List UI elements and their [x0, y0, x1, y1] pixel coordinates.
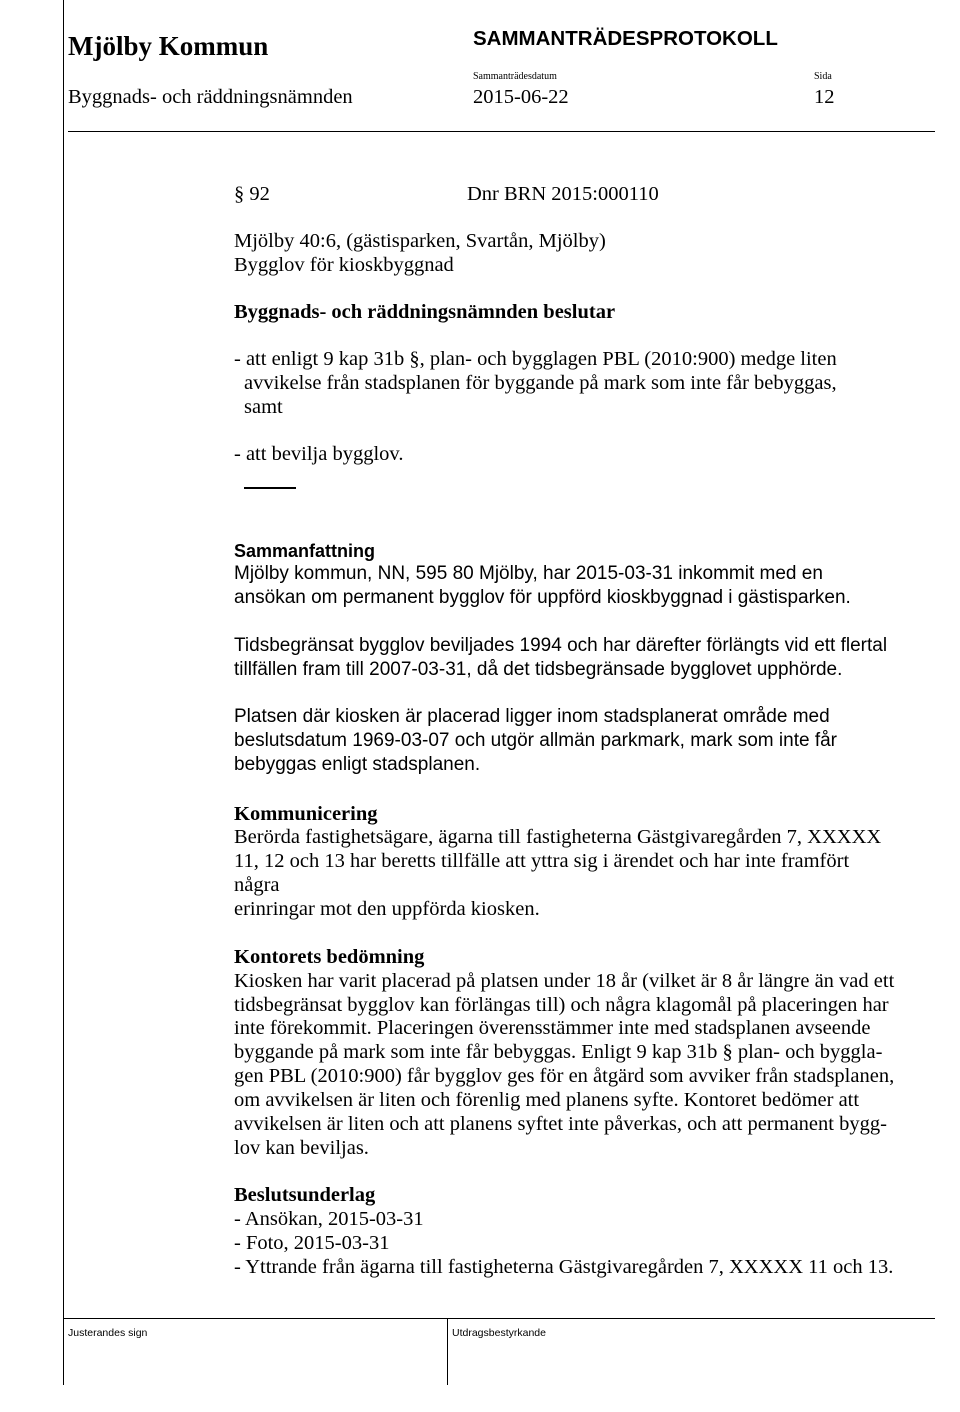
header-rule [68, 131, 935, 132]
communication-line: några [234, 874, 280, 896]
assessment-line: om avvikelsen är liten och förenlig med planens syfte. Kontoret bedömer att [234, 1089, 860, 1111]
document-type: SAMMANTRÄDESPROTOKOLL [473, 27, 778, 50]
decision-line: samt [244, 396, 283, 418]
summary-line: tillfällen fram till 2007-03-31, då det tidsbegränsade bygglovet upphörde. [234, 659, 843, 680]
communication-line: Berörda fastighetsägare, ägarna till fastigheterna Gästgivaregården 7, XXXXX [234, 826, 882, 848]
summary-line: bebyggas enligt stadsplanen. [234, 754, 481, 775]
section-number: § 92 [234, 183, 270, 205]
summary-line: ansökan om permanent bygglov för uppförd kioskbyggnad i gästisparken. [234, 587, 851, 608]
basis-item: - Foto, 2015-03-31 [234, 1232, 390, 1254]
summary-line: Mjölby kommun, NN, 595 80 Mjölby, har 2015-03-31 inkommit med en [234, 563, 823, 584]
item-title-line: Mjölby 40:6, (gästisparken, Svartån, Mjölby) [234, 230, 606, 252]
extract-certification-label: Utdragsbestyrkande [452, 1327, 546, 1339]
case-number: Dnr BRN 2015:000110 [467, 183, 659, 205]
signature-label: Justerandes sign [68, 1327, 148, 1339]
summary-line: Tidsbegränsat bygglov beviljades 1994 och har därefter förlängts vid ett flertal [234, 635, 888, 656]
footer-rule [63, 1318, 935, 1319]
basis-item: - Ansökan, 2015-03-31 [234, 1208, 424, 1230]
page-label: Sida [814, 71, 832, 82]
summary-heading: Sammanfattning [234, 541, 376, 561]
decision-line: - att enligt 9 kap 31b §, plan- och bygglagen PBL (2010:900) medge liten [234, 348, 837, 370]
footer-divider [447, 1318, 448, 1385]
communication-line: 11, 12 och 13 har beretts tillfälle att yttra sig i ärendet och har inte framfört [234, 850, 850, 872]
page-number: 12 [814, 86, 835, 108]
assessment-line: gen PBL (2010:900) får bygglov ges för en åtgärd som avviker från stadsplanen, [234, 1065, 895, 1087]
summary-line: beslutsdatum 1969-03-07 och utgör allmän parkmark, mark som inte får [234, 730, 837, 751]
communication-line: erinringar mot den uppförda kiosken. [234, 898, 540, 920]
organization-name: Mjölby Kommun [68, 31, 269, 61]
basis-heading: Beslutsunderlag [234, 1184, 376, 1206]
summary-line: Platsen där kiosken är placerad ligger inom stadsplanerat område med [234, 706, 830, 727]
meeting-date-label: Sammanträdesdatum [473, 71, 557, 82]
decision-line: avvikelse från stadsplanen för byggande på mark som inte får bebyggas, [244, 372, 837, 394]
assessment-line: byggande på mark som inte får bebyggas. Enligt 9 kap 31b § plan- och byggla- [234, 1041, 883, 1063]
committee-name: Byggnads- och räddningsnämnden [68, 86, 353, 108]
meeting-date: 2015-06-22 [473, 86, 569, 108]
section-separator [244, 487, 296, 489]
decision-heading: Byggnads- och räddningsnämnden beslutar [234, 301, 616, 323]
assessment-line: inte förekommit. Placeringen överensstämmer inte med stadsplanen avseende [234, 1017, 871, 1039]
left-margin-line [63, 0, 64, 1385]
assessment-line: Kiosken har varit placerad på platsen under 18 år (vilket är 8 år längre än vad ett [234, 970, 895, 992]
assessment-heading: Kontorets bedömning [234, 946, 425, 968]
communication-heading: Kommunicering [234, 803, 378, 825]
assessment-line: tidsbegränsat bygglov kan förlängas till) och några klagomål på placeringen har [234, 994, 889, 1016]
assessment-line: lov kan beviljas. [234, 1137, 369, 1159]
decision-line: - att bevilja bygglov. [234, 443, 404, 465]
basis-item: - Yttrande från ägarna till fastigheterna Gästgivaregården 7, XXXXX 11 och 13. [234, 1256, 894, 1278]
item-title-line: Bygglov för kioskbyggnad [234, 254, 454, 276]
assessment-line: avvikelsen är liten och att planens syftet inte påverkas, och att permanent bygg- [234, 1113, 887, 1135]
